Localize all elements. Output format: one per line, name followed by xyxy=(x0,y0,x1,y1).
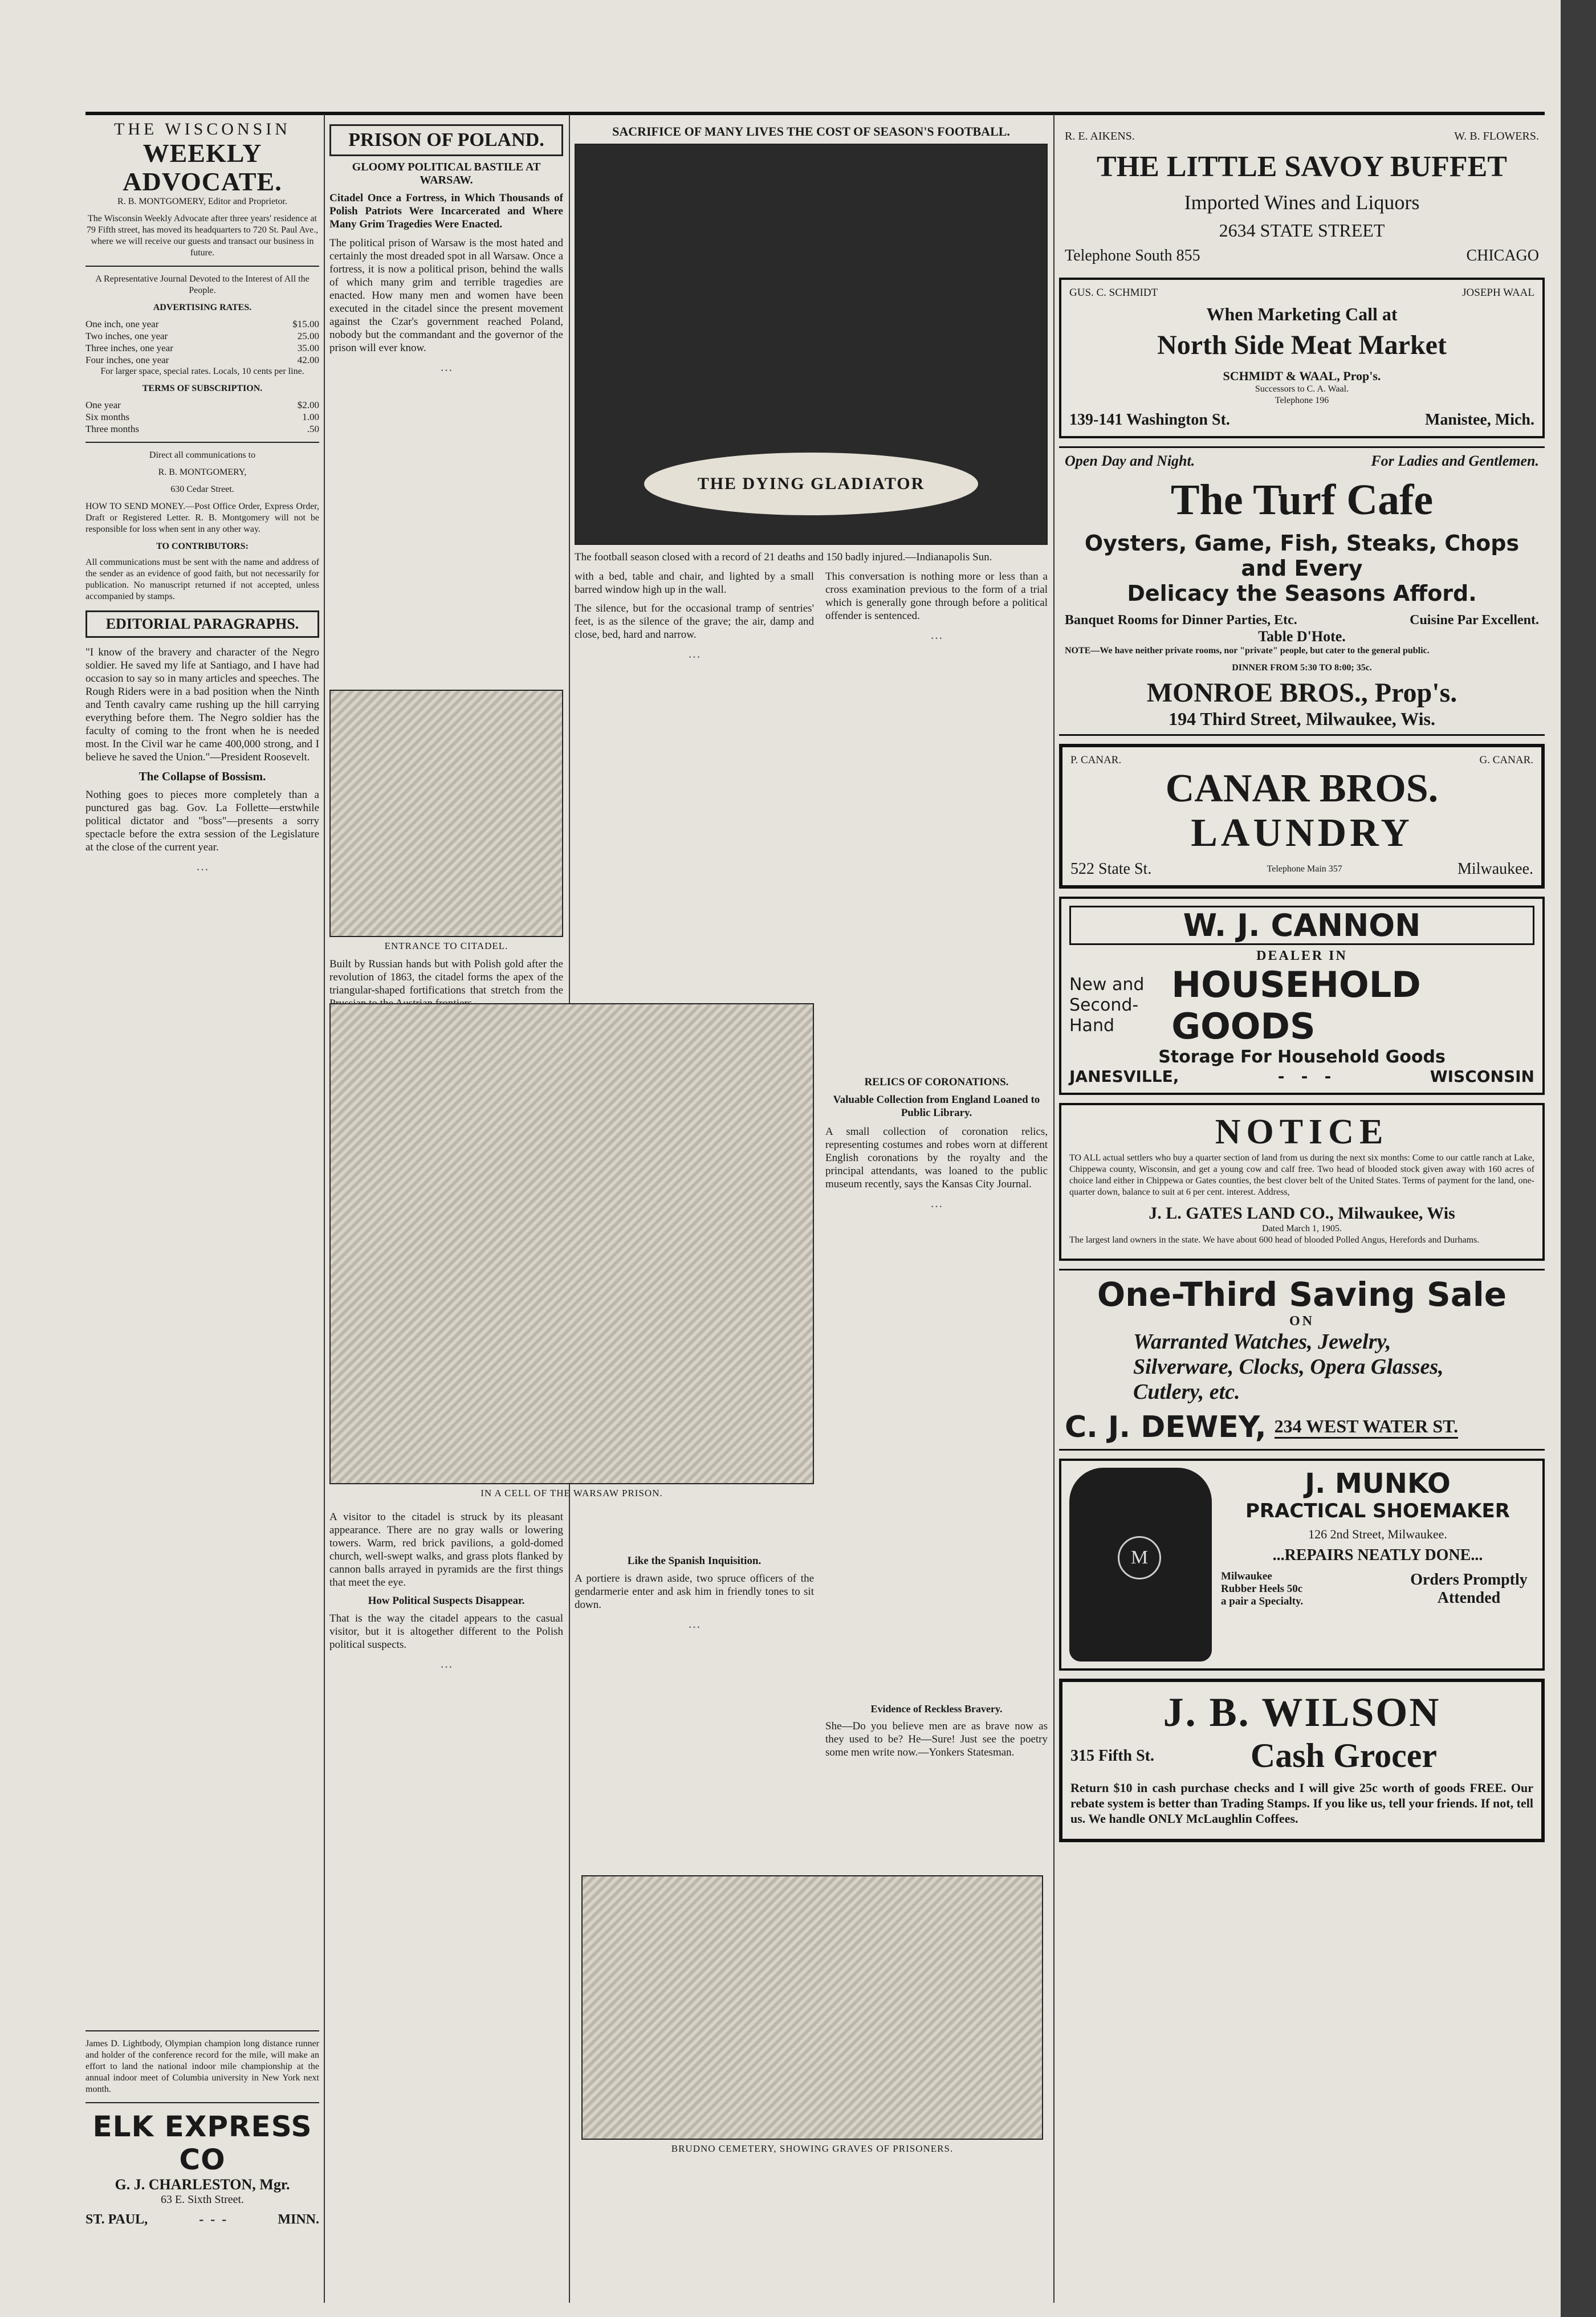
masthead-title: WEEKLY ADVOCATE. xyxy=(123,139,282,196)
advertising-rates-title: ADVERTISING RATES. xyxy=(153,303,252,312)
turf-open: Open Day and Night. xyxy=(1065,453,1195,469)
munko-address: 126 2nd Street, Milwaukee. xyxy=(1308,1527,1447,1541)
reckless-bravery xyxy=(825,1699,1048,1765)
reckless-title: Evidence of Reckless Bravery. xyxy=(870,1703,1003,1715)
rate-row: Six months 1.00 xyxy=(85,412,319,422)
savoy-left-name: R. E. AIKENS. xyxy=(1065,130,1135,142)
scan-margin xyxy=(1561,0,1596,2317)
bossism-lead: Nothing goes to pieces more completely than a punctured gas bag. Gov. La Follette—erstwhile political dictator and "boss"—presents a sorry spectacle before the extra session of the Legislature at the close of the current year. xyxy=(85,789,319,853)
notice-dated: Dated March 1, 1905. xyxy=(1262,1224,1342,1233)
wilson-title: J. B. WILSON xyxy=(1163,1689,1441,1735)
spanish-inquisition-body: A portiere is drawn aside, two spruce officers of the gendarmerie enter and ask him in friendly tones to sit down. xyxy=(575,1573,814,1611)
dewey-line2: Silverware, Clocks, Opera Glasses, xyxy=(1133,1355,1444,1379)
rate-row: Three inches, one year 35.00 xyxy=(85,343,319,353)
divider xyxy=(85,2102,319,2103)
article-continues: … xyxy=(930,1196,943,1210)
canar-right-name: G. CANAR. xyxy=(1479,754,1533,766)
elk-express-address: 63 E. Sixth Street. xyxy=(160,2193,245,2206)
prison-deck: Citadel Once a Fortress, in Which Thousands of Polish Patriots Were Incarcerated and Where Many Grim Tragedies Were Enacted. xyxy=(329,192,563,230)
masthead-kicker: THE WISCONSIN xyxy=(114,120,291,139)
citadel-entrance-illustration xyxy=(329,690,563,937)
munko-heels-1: Milwaukee xyxy=(1221,1570,1272,1582)
turf-line1: Oysters, Game, Fish, Steaks, Chops and Every xyxy=(1084,531,1520,581)
article-continues: … xyxy=(440,360,453,374)
dewey-line1: Warranted Watches, Jewelry, xyxy=(1133,1330,1391,1354)
article-continues: … xyxy=(440,1656,453,1671)
cannon-goods: HOUSEHOLD GOODS xyxy=(1171,964,1421,1047)
communications-name: R. B. MONTGOMERY, xyxy=(158,467,247,477)
divider xyxy=(85,266,319,267)
dying-gladiator-cartoon xyxy=(575,144,1048,545)
ad-canar-laundry xyxy=(1059,744,1545,889)
canar-phone: Telephone Main 357 xyxy=(1267,864,1342,874)
suspects-subhead: How Political Suspects Disappear. xyxy=(368,1595,525,1607)
turf-cuisine: Cuisine Par Excellent. xyxy=(1410,613,1539,628)
savoy-address: 2634 STATE STREET xyxy=(1219,220,1385,241)
prison-subtitle: GLOOMY POLITICAL BASTILE AT WARSAW. xyxy=(352,161,541,186)
cell-caption: IN A CELL OF THE WARSAW PRISON. xyxy=(481,1488,663,1498)
subscription-title: TERMS OF SUBSCRIPTION. xyxy=(142,384,263,393)
relics-deck: Valuable Collection from England Loaned to Public Library. xyxy=(833,1094,1040,1119)
meat-city: Manistee, Mich. xyxy=(1424,411,1534,429)
canar-title2: LAUNDRY xyxy=(1191,811,1413,855)
communications-line: Direct all communications to xyxy=(149,450,256,460)
notice-footer: The largest land owners in the state. We have about 600 head of blooded Polled Angus, Herefords and Durhams. xyxy=(1069,1235,1480,1245)
column-prison-article xyxy=(329,120,563,1089)
cannon-storage: Storage For Household Goods xyxy=(1158,1047,1446,1067)
cannon-state: WISCONSIN xyxy=(1430,1067,1534,1086)
rate-row: Four inches, one year 42.00 xyxy=(85,355,319,365)
conversation-paragraph: This conversation is nothing more or less than a cross examination previous to the form of a trial which is generally gone through before a political offender is sentenced. xyxy=(825,571,1048,622)
article-continues: … xyxy=(196,859,209,873)
prison-cont-1: with a bed, table and chair, and lighted by a small barred window high up in the wall. xyxy=(575,571,814,596)
canar-left-name: P. CANAR. xyxy=(1070,754,1122,766)
prison-body-4: That is the way the citadel appears to the casual visitor, but it is altogether different to the Polish political suspects. xyxy=(329,1612,563,1651)
prison-cont-2: The silence, but for the occasional tramp of sentries' feet, is as the silence of the grave; the air, damp and close, bed, hard and narrow. xyxy=(575,602,814,641)
munko-heels-3: a pair a Specialty. xyxy=(1221,1595,1304,1607)
notice-company: J. L. GATES LAND CO., Milwaukee, Wis xyxy=(1149,1204,1455,1223)
ad-turf-cafe xyxy=(1059,446,1545,736)
turf-dinner: DINNER FROM 5:30 TO 8:00; 35c. xyxy=(1232,663,1372,673)
munko-trade: PRACTICAL SHOEMAKER xyxy=(1245,1500,1510,1522)
bossism-title: The Collapse of Bossism. xyxy=(139,769,266,783)
masthead-tagline: A Representative Journal Devoted to the Interest of All the People. xyxy=(95,274,310,295)
contributors-title: TO CONTRIBUTORS: xyxy=(156,541,249,551)
cannon-dealer: DEALER IN xyxy=(1256,948,1347,963)
canar-title1: CANAR BROS. xyxy=(1165,767,1439,811)
advertising-rates xyxy=(85,318,319,366)
savoy-title: THE LITTLE SAVOY BUFFET xyxy=(1097,150,1507,183)
cannon-new: New and xyxy=(1069,975,1145,995)
column-prison-continued xyxy=(575,570,814,969)
article-continues: … xyxy=(930,628,943,642)
ad-wj-cannon: W. J. CANNON DEALER IN New and Second-Hand HOUSEHOLD GOODS Storage For Household Goods JANESVILLE, - - - WISCONSIN xyxy=(1059,897,1545,1095)
meat-successors: Successors to C. A. Waal. xyxy=(1255,384,1349,394)
munko-orders: Orders Promptly Attended xyxy=(1410,1571,1528,1607)
prison-body-3: A visitor to the citadel is struck by its pleasant appearance. There are no gray walls or lowering towers. Warm, red brick pavilions, a gold-domed church, well-swept walks, and grass plots flanked by cannon balls arrayed in pyramids are the first things that meet the eye. xyxy=(329,1511,563,1589)
elk-express-city: ST. PAUL, - - - MINN. xyxy=(85,2212,319,2227)
savoy-line: Imported Wines and Liquors xyxy=(1184,191,1420,214)
cannon-second: Second-Hand xyxy=(1069,995,1139,1036)
munko-title: J. MUNKO xyxy=(1305,1468,1451,1500)
column-prison-lower xyxy=(329,1510,563,2297)
cartoon-caption: The football season closed with a record of 21 deaths and 150 badly injured.—Indianapolis Sun. xyxy=(575,551,992,563)
wilson-trade: Cash Grocer xyxy=(1250,1737,1438,1774)
cemetery-figure xyxy=(581,1875,1043,2160)
ad-dewey xyxy=(1059,1269,1545,1451)
canar-city: Milwaukee. xyxy=(1457,860,1533,878)
savoy-city: CHICAGO xyxy=(1466,247,1539,264)
shoe-heel-icon xyxy=(1069,1468,1212,1662)
canar-address: 522 State St. xyxy=(1070,860,1152,878)
dewey-line3: Cutlery, etc. xyxy=(1133,1380,1240,1404)
brudno-cemetery-illustration xyxy=(581,1875,1043,2140)
elk-express-manager: G. J. CHARLESTON, Mgr. xyxy=(115,2176,290,2193)
ad-gates-notice xyxy=(1059,1103,1545,1261)
meat-title: North Side Meat Market xyxy=(1157,330,1447,360)
prison-body-2: Built by Russian hands but with Polish gold after the revolution of 1863, the citadel forms the apex of the triangular-shaped fortifications that stretch from the xyxy=(329,958,563,996)
cannon-title: W. J. CANNON xyxy=(1069,906,1534,945)
ad-north-side-meat xyxy=(1059,278,1545,438)
lightbody-paragraph: James D. Lightbody, Olympian champion long distance runner and holder of the conference record for the mile, will make an effort to land the national indoor mile championship at the annual indoor meet of Columbia university in New York next month. xyxy=(85,2039,319,2094)
meat-left-name: GUS. C. SCHMIDT xyxy=(1069,287,1158,299)
prison-title: PRISON OF POLAND. xyxy=(329,124,563,156)
dewey-name: C. J. DEWEY, xyxy=(1065,1410,1267,1444)
rate-row: Two inches, one year 25.00 xyxy=(85,331,319,341)
rate-row: Three months .50 xyxy=(85,424,319,434)
turf-table: Table D'Hote. xyxy=(1258,628,1346,645)
cell-figure xyxy=(329,1003,814,1505)
how-to-send-money: HOW TO SEND MONEY.—Post Office Order, Express Order, Draft or Registered Letter. R. B. Montgomery will not be responsible for loss when sent in any other way. xyxy=(85,502,319,534)
column-relics xyxy=(825,570,1048,1830)
notice-title: NOTICE xyxy=(1215,1113,1389,1151)
subscription-rates xyxy=(85,399,319,435)
cartoon-label: THE DYING GLADIATOR xyxy=(644,453,978,515)
savoy-right-name: W. B. FLOWERS. xyxy=(1454,130,1539,142)
notice-body: TO ALL actual settlers who buy a quarter section of land from us during the next six months: Come to our cattle ranch at Lake, Chippewa county, Wisconsin, and get a young cow and calf free. Two head of blooded stock given away with 160 acres of choice land either in Chippewa or Gates counties, the best clover belt of the United States. Terms of payment for the land, one-quarter down, balance to suit at 6 per cent. interest. Address, xyxy=(1069,1153,1534,1197)
communications-address: 630 Cedar Street. xyxy=(170,484,234,494)
spanish-inquisition-head: Like the Spanish Inquisition. xyxy=(627,1555,762,1567)
divider xyxy=(85,442,319,443)
masthead-notice: The Wisconsin Weekly Advocate after three years' residence at 79 Fifth street, has moved its headquarters to 720 St. Paul Ave., where we will receive our guests and transact our business in future. xyxy=(86,214,319,258)
turf-note: NOTE—We have neither private rooms, nor "private" people, but cater to the general public. xyxy=(1065,646,1430,655)
masthead-editor: R. B. MONTGOMERY, Editor and Proprietor. xyxy=(117,197,287,206)
column-inquisition xyxy=(575,1550,814,1870)
advertising-note: For larger space, special rates. Locals, 10 cents per line. xyxy=(100,367,304,376)
dewey-address: 234 WEST WATER ST. xyxy=(1275,1416,1459,1439)
turf-address: 194 Third Street, Milwaukee, Wis. xyxy=(1168,708,1435,729)
ad-jb-wilson xyxy=(1059,1679,1545,1842)
rate-row: One year $2.00 xyxy=(85,400,319,410)
entrance-caption: ENTRANCE TO CITADEL. xyxy=(384,940,508,951)
entrance-figure xyxy=(329,690,563,1016)
divider xyxy=(85,2030,319,2031)
top-rule xyxy=(85,112,1545,115)
savoy-phone: Telephone South 855 xyxy=(1065,247,1200,264)
roosevelt-quote: "I know of the bravery and character of the Negro soldier. He saved my life at Santiago, and I have had occasion to say so in many articles and speeches. The Rough Riders were in a bad position when the Ninth and Tenth cavalry came rushing up the hill carrying everything before them. The Negro soldier has the faculty of coming to the front when he is needed most. In the Civil war he came 400,000 strong, and I believe he saved the Union."—President Roosevelt. xyxy=(85,646,319,763)
wilson-address: 315 Fifth St. xyxy=(1070,1746,1154,1765)
munko-heels-2: Rubber Heels 50c xyxy=(1221,1583,1303,1595)
column1-bottom xyxy=(85,2023,319,2228)
ad-little-savoy xyxy=(1059,125,1545,270)
cannon-city: JANESVILLE, xyxy=(1069,1067,1179,1086)
football-headline: SACRIFICE OF MANY LIVES THE COST OF SEASON'S FOOTBALL. xyxy=(612,124,1010,139)
turf-for: For Ladies and Gentlemen. xyxy=(1371,453,1539,469)
munko-repairs: ...REPAIRS NEATLY DONE... xyxy=(1272,1546,1483,1564)
relics-body: A small collection of coronation relics, representing costumes and robes worn at different English coronations by the royalty and the principal attendants, was loaned to the public museum recently, says the Kansas City Journal. xyxy=(825,1126,1048,1190)
prison-body: The political prison of Warsaw is the most hated and certainly the most dreaded spot in all Warsaw. Once a fortress, it is now a political prison, behind the walls of which many grim and terrible tragedies are enacted. How many men and women have been executed in the citadel since the present movement against the Czar's government reached Poland, nobody but the commandant and the governor of the prison will ever know. xyxy=(329,237,563,354)
column-masthead xyxy=(85,120,319,2303)
column-rule xyxy=(1053,114,1054,2303)
wilson-body: Return $10 in cash purchase checks and I will give 25c worth of goods FREE. Our rebate system is better than Trading Stamps. If you like us, tell your friends. If not, tell us. We handle ONLY McLaughlin Coffees. xyxy=(1070,1781,1533,1826)
meat-address: 139-141 Washington St. xyxy=(1069,411,1230,429)
prison-cell-illustration xyxy=(329,1003,814,1484)
column-rule xyxy=(324,114,325,2303)
dewey-on: ON xyxy=(1289,1314,1314,1329)
heel-letter: M xyxy=(1118,1536,1161,1579)
cemetery-caption: BRUDNO CEMETERY, SHOWING GRAVES OF PRISONERS. xyxy=(671,2143,954,2154)
meat-right-name: JOSEPH WAAL xyxy=(1462,287,1534,299)
dewey-title: One-Third Saving Sale xyxy=(1097,1275,1507,1314)
meat-props: SCHMIDT & WAAL, Prop's. xyxy=(1223,369,1381,383)
contributors-text: All communications must be sent with the name and address of the sender as an evidence of good faith, but not necessarily for publication. No manuscript returned if not accepted, unless accompanied by stamps. xyxy=(85,557,319,601)
turf-props: MONROE BROS., Prop's. xyxy=(1146,678,1457,708)
ad-munko xyxy=(1059,1459,1545,1671)
turf-title: The Turf Cafe xyxy=(1170,476,1434,524)
editorial-title: EDITORIAL PARAGRAPHS. xyxy=(85,610,319,638)
rate-row: One inch, one year $15.00 xyxy=(85,319,319,329)
turf-banquet: Banquet Rooms for Dinner Parties, Etc. xyxy=(1065,613,1297,628)
column-ads xyxy=(1059,120,1545,2303)
article-continues: … xyxy=(688,646,701,661)
meat-when: When Marketing Call at xyxy=(1206,304,1398,324)
relics-title: RELICS OF CORONATIONS. xyxy=(864,1076,1009,1088)
reckless-body: She—Do you believe men are as brave now as they used to be? He—Sure! Just see the poetry some men write now.—Yonkers Statesman. xyxy=(825,1720,1048,1758)
article-continues: … xyxy=(688,1616,701,1631)
elk-express-title: ELK EXPRESS CO xyxy=(92,2110,312,2176)
relics-article xyxy=(825,1072,1048,1215)
turf-line2: Delicacy the Seasons Afford. xyxy=(1127,581,1477,606)
meat-phone: Telephone 196 xyxy=(1275,396,1329,405)
